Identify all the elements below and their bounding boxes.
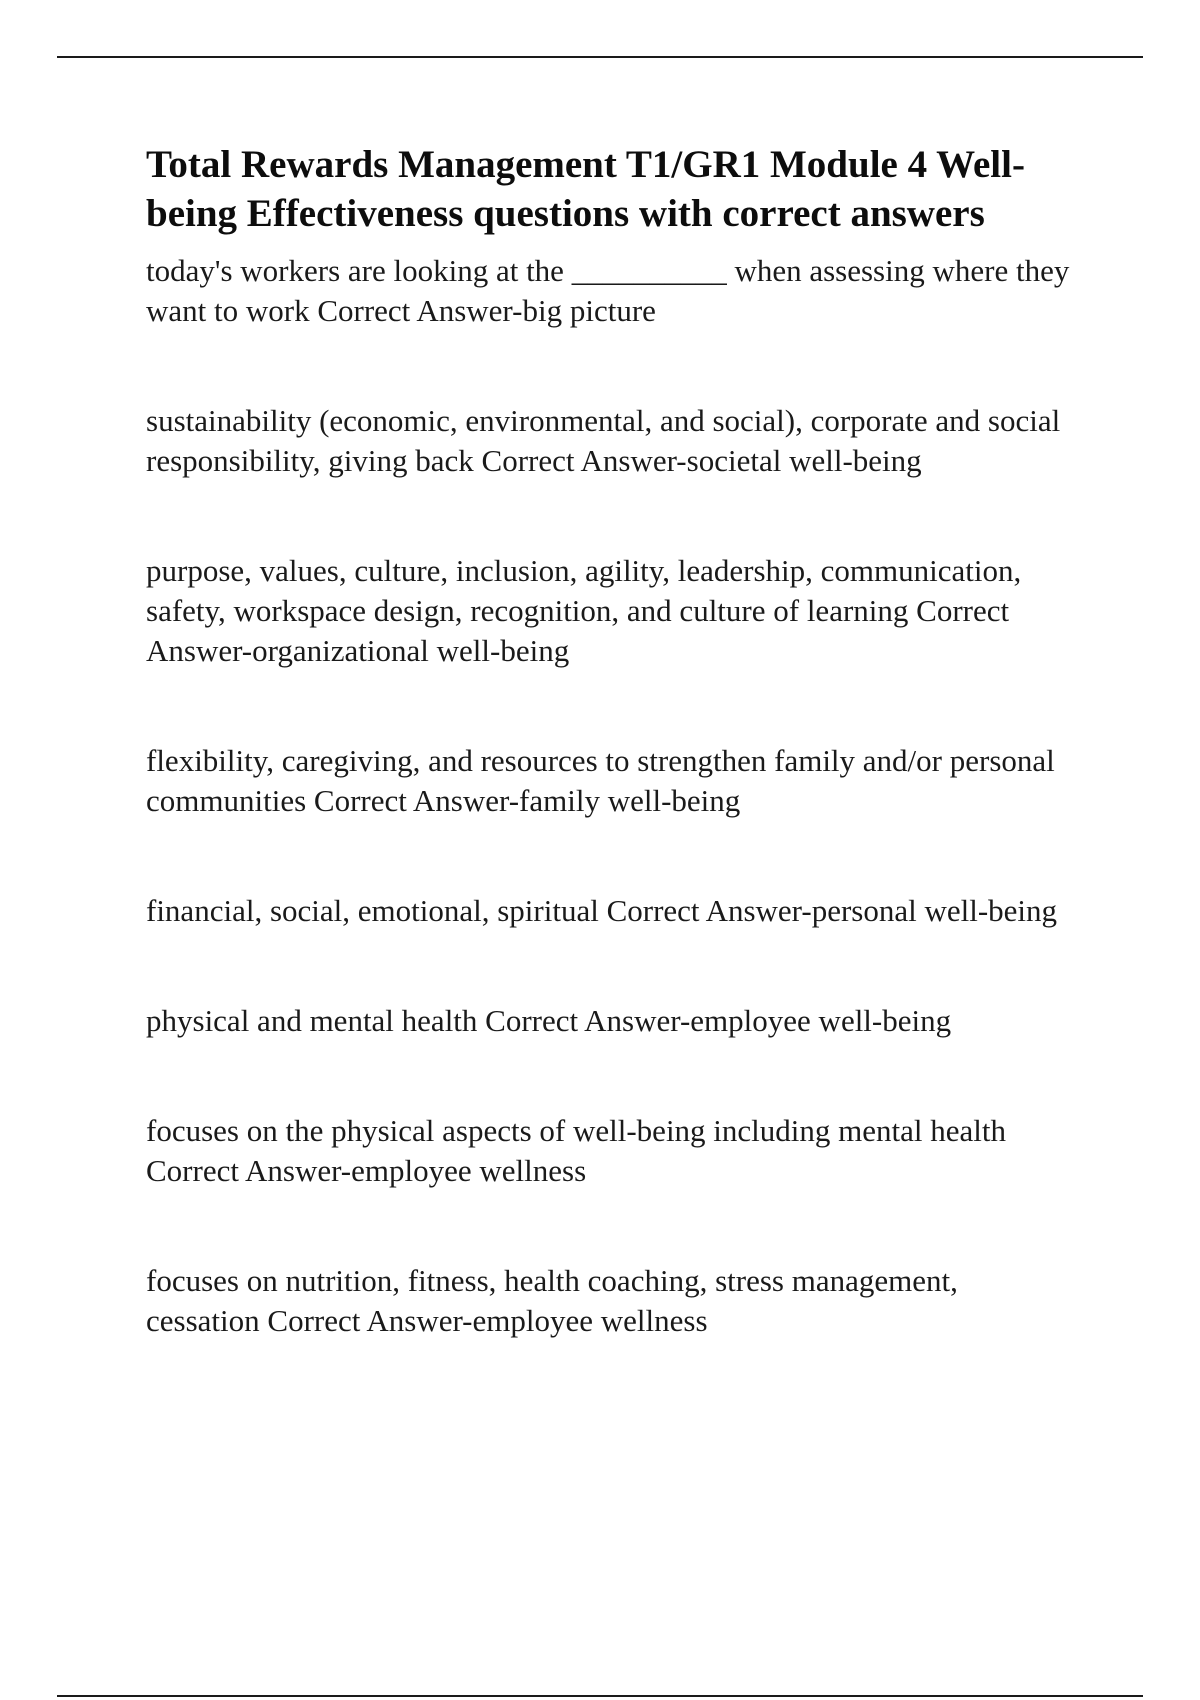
question-text: financial, social, emotional, spiritual bbox=[146, 893, 599, 928]
answer-text: family well-being bbox=[519, 783, 741, 818]
answer-text: employee well-being bbox=[690, 1003, 952, 1038]
qa-item bbox=[146, 401, 1076, 481]
qa-item bbox=[146, 1111, 1076, 1191]
answer-label: Correct Answer- bbox=[146, 593, 1010, 668]
question-text: today's workers are looking at the __________ when assessing where they want to work bbox=[146, 253, 1070, 328]
answer-text: employee wellness bbox=[472, 1303, 708, 1338]
question-text: physical and mental health bbox=[146, 1003, 478, 1038]
answer-text: organizational well-being bbox=[252, 633, 570, 668]
question-text: purpose, values, culture, inclusion, agility, leadership, communication, safety, workspace design, recognition, and culture of learning bbox=[146, 553, 1022, 628]
footer-rule bbox=[57, 1695, 1143, 1697]
header-rule bbox=[57, 56, 1143, 58]
answer-label: Correct Answer- bbox=[481, 443, 687, 478]
qa-item bbox=[146, 1261, 1076, 1341]
qa-item bbox=[146, 741, 1076, 821]
qa-list bbox=[146, 251, 1076, 1341]
qa-item bbox=[146, 1001, 1076, 1041]
document-body bbox=[146, 140, 1076, 1411]
document-title: Total Rewards Management T1/GR1 Module 4 Well-being Effectiveness questions with correct answers bbox=[146, 143, 1025, 235]
answer-label: Correct Answer- bbox=[606, 893, 812, 928]
question-text: focuses on nutrition, fitness, health coaching, stress management, cessation bbox=[146, 1263, 958, 1338]
answer-text: big picture bbox=[522, 293, 656, 328]
answer-label: Correct Answer- bbox=[317, 293, 523, 328]
answer-text: employee wellness bbox=[351, 1153, 587, 1188]
qa-item bbox=[146, 891, 1076, 931]
answer-label: Correct Answer- bbox=[146, 1153, 352, 1188]
qa-item bbox=[146, 251, 1076, 331]
question-text: flexibility, caregiving, and resources to strengthen family and/or personal communities bbox=[146, 743, 1055, 818]
question-text: sustainability (economic, environmental, and social), corporate and social responsibility, giving back bbox=[146, 403, 1061, 478]
answer-text: personal well-being bbox=[811, 893, 1058, 928]
answer-text: societal well-being bbox=[686, 443, 922, 478]
qa-item bbox=[146, 551, 1076, 671]
answer-label: Correct Answer- bbox=[485, 1003, 691, 1038]
answer-label: Correct Answer- bbox=[313, 783, 520, 818]
answer-label: Correct Answer- bbox=[267, 1303, 473, 1338]
question-text: focuses on the physical aspects of well-being including mental health bbox=[146, 1113, 1007, 1148]
